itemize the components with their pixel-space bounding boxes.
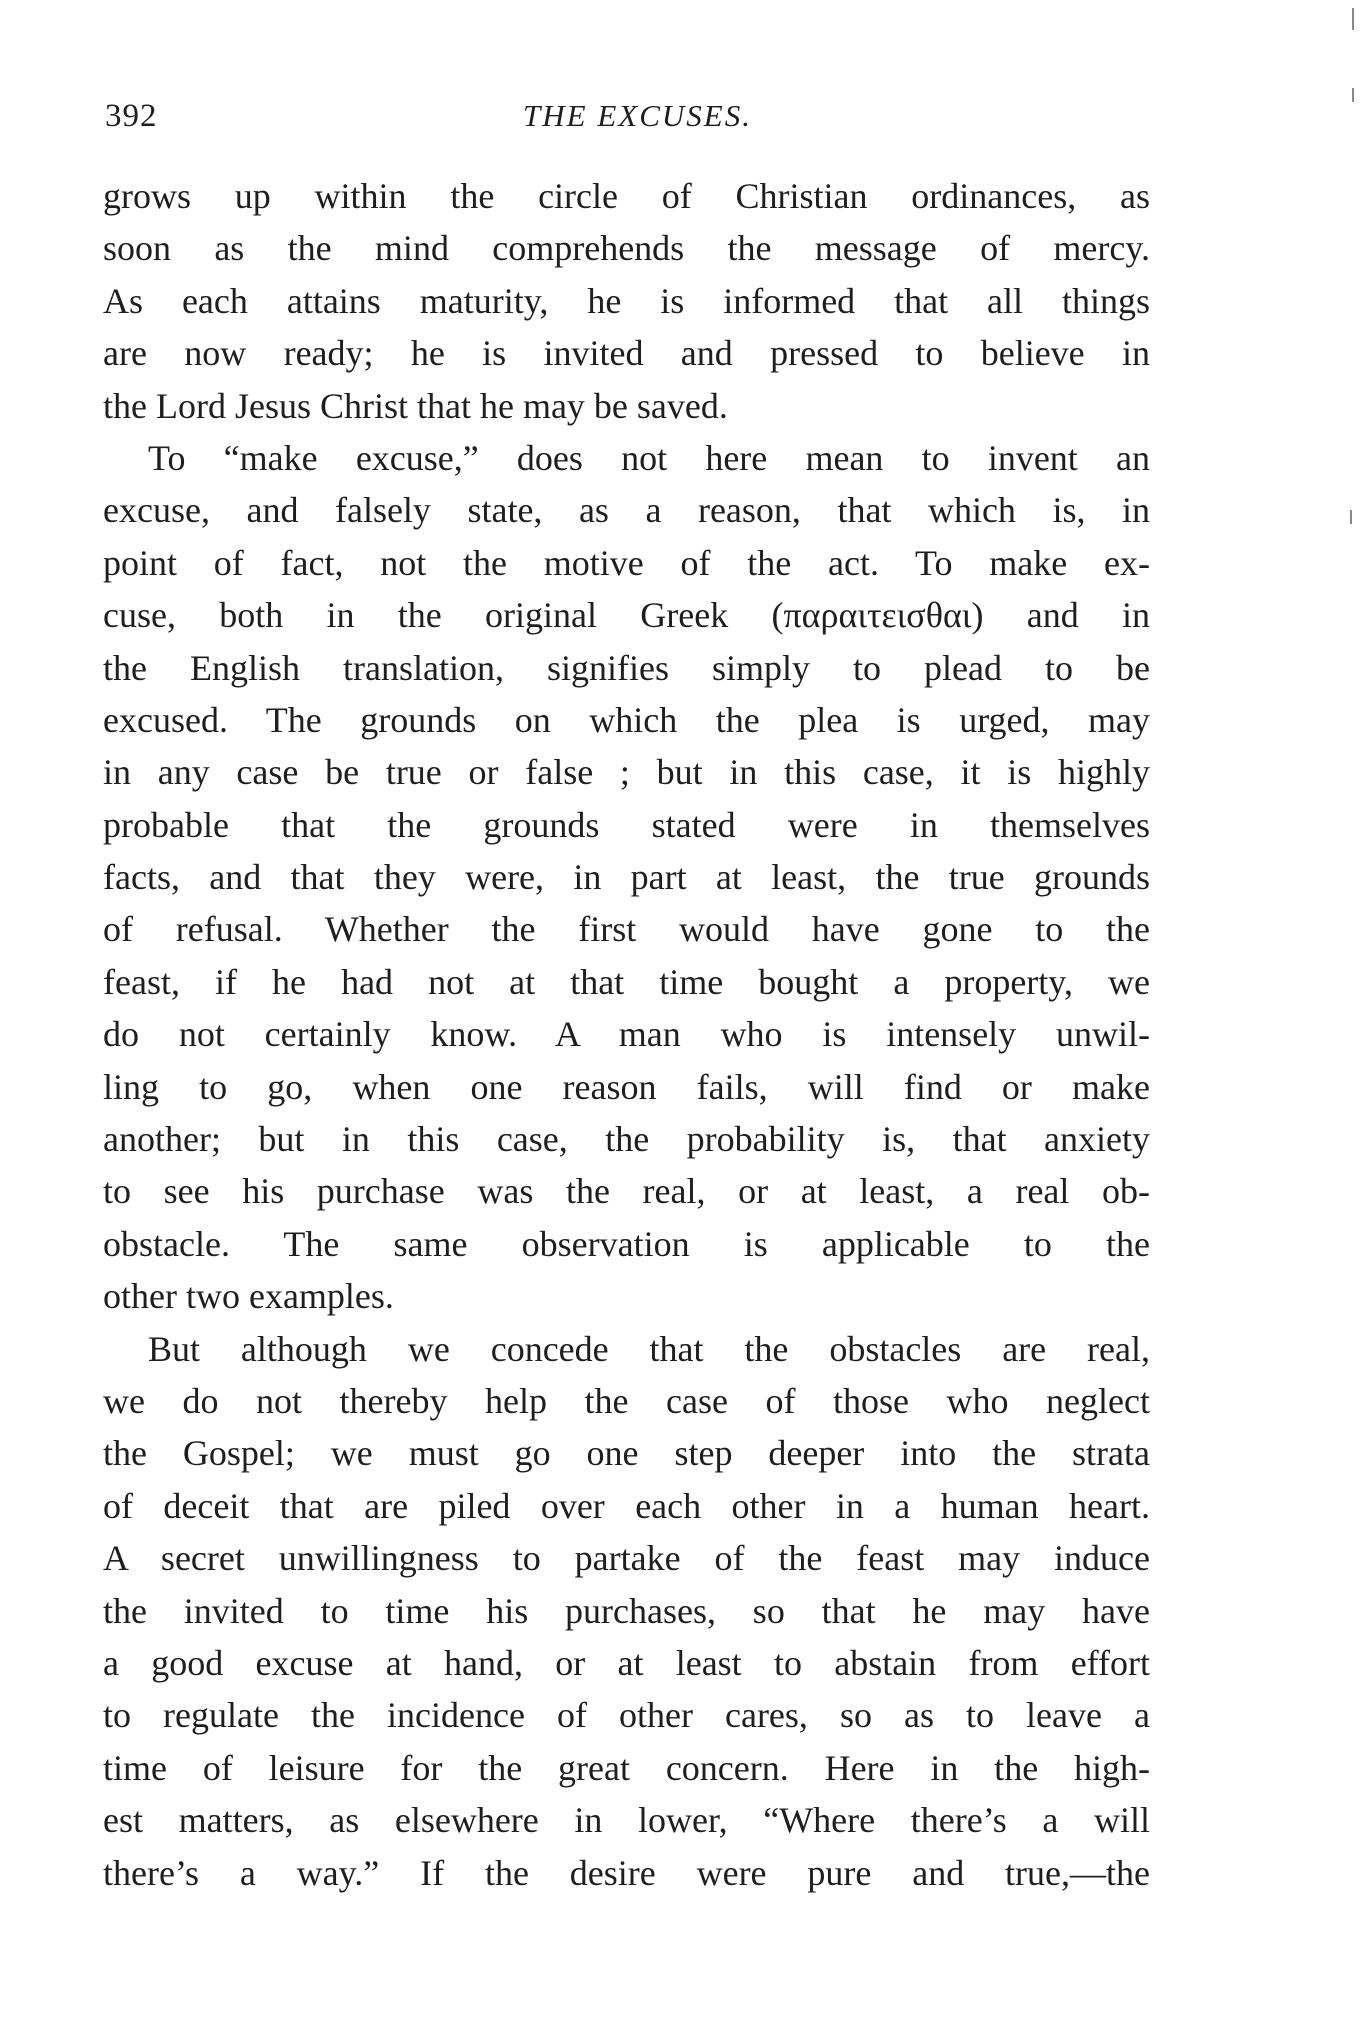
text-line: excused. The grounds on which the plea is urged, may <box>103 699 1150 740</box>
text-line: in any case be true or false ; but in this case, it is highly <box>103 752 1150 793</box>
scan-mark <box>1352 8 1354 30</box>
text-line: to see his purchase was the real, or at least, a real ob- <box>103 1171 1150 1212</box>
text-line: time of leisure for the great concern. Here in the high- <box>103 1747 1150 1788</box>
text-line: of deceit that are piled over each other in a human heart. <box>103 1485 1150 1526</box>
text-line: the Gospel; we must go one step deeper into the strata <box>103 1433 1150 1474</box>
scan-mark <box>1350 510 1352 524</box>
running-title: THE EXCUSES. <box>523 98 752 133</box>
text-line: ling to go, when one reason fails, will find or make <box>103 1066 1150 1107</box>
text-line: to regulate the incidence of other cares, so as to leave a <box>103 1695 1150 1736</box>
text-line: facts, and that they were, in part at least, the true grounds <box>103 857 1150 898</box>
text-line: the invited to time his purchases, so that he may have <box>103 1590 1150 1631</box>
scan-mark <box>1352 88 1354 102</box>
text-line: But although we concede that the obstacles are real, <box>148 1328 1150 1369</box>
text-line: To “make excuse,” does not here mean to invent an <box>148 437 1150 478</box>
text-line: we do not thereby help the case of those who neglect <box>103 1380 1150 1421</box>
page-number: 392 <box>105 98 158 134</box>
page-header <box>105 98 1150 138</box>
text-line: est matters, as elsewhere in lower, “Where there’s a will <box>103 1800 1150 1841</box>
text-line: feast, if he had not at that time bought a property, we <box>103 961 1150 1002</box>
body-text <box>103 170 1150 1899</box>
text-line: a good excuse at hand, or at least to abstain from effort <box>103 1642 1150 1683</box>
text-line: another; but in this case, the probability is, that anxiety <box>103 1119 1150 1160</box>
text-line: soon as the mind comprehends the message of mercy. <box>103 228 1150 269</box>
text-line: obstacle. The same observation is applicable to the <box>103 1223 1150 1264</box>
text-line: A secret unwillingness to partake of the feast may induce <box>103 1538 1150 1579</box>
text-line: point of fact, not the motive of the act. To make ex- <box>103 542 1150 583</box>
text-line: grows up within the circle of Christian ordinances, as <box>103 176 1150 216</box>
text-line: of refusal. Whether the first would have gone to the <box>103 909 1150 950</box>
text-line: excuse, and falsely state, as a reason, that which is, in <box>103 490 1150 531</box>
text-line: the Lord Jesus Christ that he may be saved. <box>103 385 728 426</box>
text-line: are now ready; he is invited and pressed to believe in <box>103 333 1150 374</box>
text-line: do not certainly know. A man who is intensely unwil- <box>103 1014 1150 1055</box>
text-line: other two examples. <box>103 1276 394 1317</box>
text-line: there’s a way.” If the desire were pure and true,—the <box>103 1852 1150 1893</box>
text-line: probable that the grounds stated were in themselves <box>103 804 1150 845</box>
text-line: cuse, both in the original Greek (παραιτεισθαι) and in <box>103 595 1150 636</box>
text-line: As each attains maturity, he is informed that all things <box>103 280 1150 321</box>
text-line: the English translation, signifies simply to plead to be <box>103 647 1150 688</box>
